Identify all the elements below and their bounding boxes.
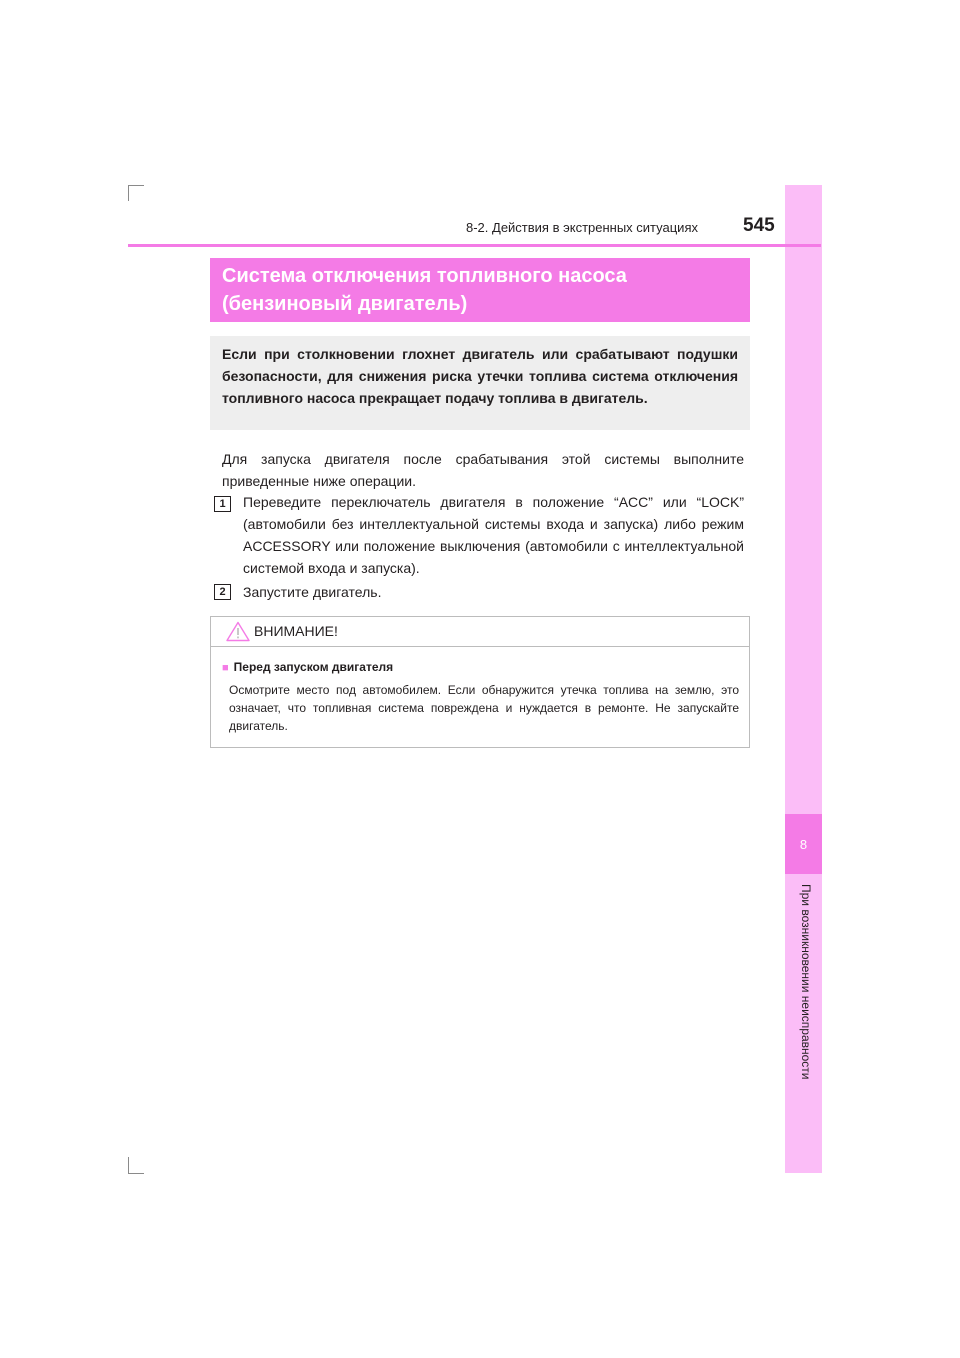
chapter-number: 8	[785, 814, 822, 874]
body-paragraph: Для запуска двигателя после срабатывания этой системы выполните приведенные ниже операции.	[222, 451, 744, 489]
step-text: Переведите переключатель двигателя в положение “ACC” или “LOCK” (автомобили без интеллектуальной системы входа и запуска) либо режим ACCESSORY или положение выключения (автомобили с интеллектуальной системой входа и запуска).	[243, 494, 744, 576]
caution-label: ВНИМАНИЕ!	[254, 623, 338, 639]
crop-mark-top-left-h	[128, 185, 144, 186]
header-rule	[128, 244, 821, 247]
square-bullet-icon: ■	[222, 662, 229, 674]
caution-header	[211, 617, 749, 647]
crop-mark-bottom-left-h	[128, 1173, 144, 1174]
section-title	[210, 258, 750, 322]
caution-body: Осмотрите место под автомобилем. Если обнаружится утечка топлива на землю, это означает, что топливная система повреждена и нуждается в ремонте. Не запускайте двигатель.	[229, 683, 739, 733]
step-text: Запустите двигатель.	[243, 584, 382, 600]
section-title-line2: (бензиновый двигатель)	[222, 293, 468, 315]
step-number-badge: 1	[214, 496, 231, 512]
caution-box	[210, 616, 750, 748]
intro-summary: Если при столкновении глохнет двигатель или срабатывают подушки безопасности, для снижения риска утечки топлива система отключения топливного насоса прекращает подачу топлива в двигатель.	[210, 336, 750, 430]
warning-triangle-icon	[226, 621, 250, 642]
crop-mark-bottom-left-v	[128, 1157, 129, 1173]
caution-subheading-text: Перед запуском двигателя	[233, 660, 394, 674]
step-number-badge: 2	[214, 584, 231, 600]
page-number: 545	[743, 215, 775, 236]
header-section: 8-2. Действия в экстренных ситуациях	[466, 220, 698, 235]
caution-subheading	[222, 660, 393, 674]
chapter-title: При возникновении неисправности	[799, 884, 813, 1080]
section-title-line1: Система отключения топливного насоса	[222, 265, 627, 287]
crop-mark-top-left-v	[128, 185, 129, 201]
